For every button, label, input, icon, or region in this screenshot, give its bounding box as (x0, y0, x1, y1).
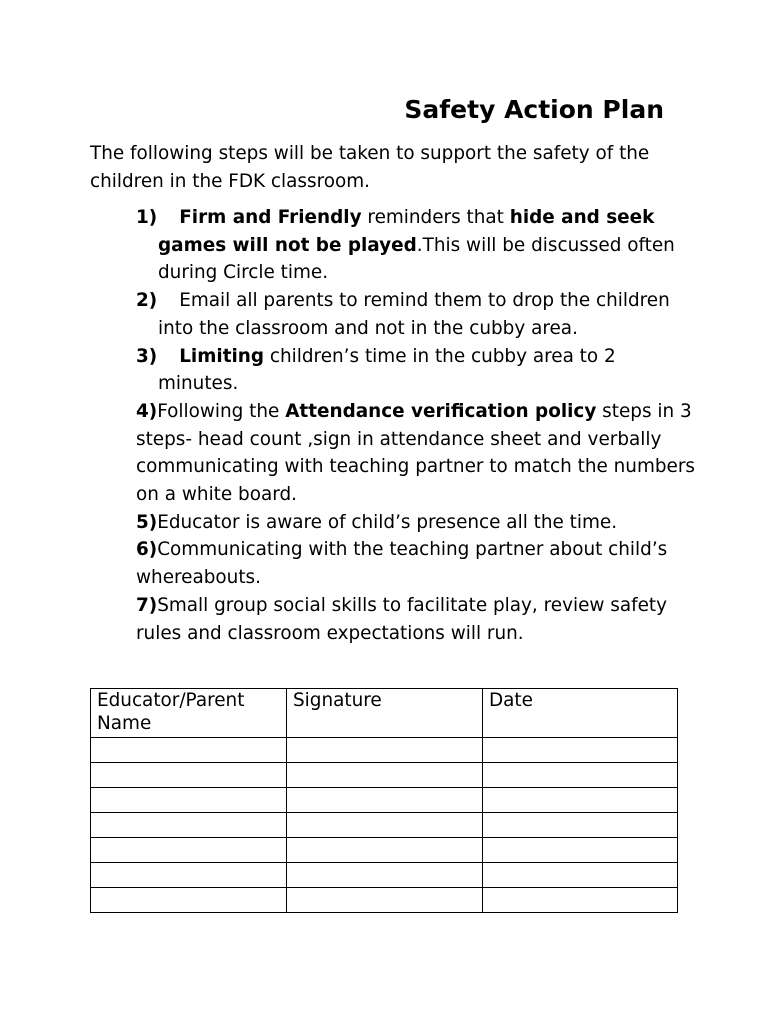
step-1 (136, 204, 696, 287)
step-text: steps in 3 steps- head count ,sign in attendance sheet and verbally communicating with teaching partner to match the numbers on a white board. (136, 400, 695, 506)
column-header-signature: Signature (287, 689, 483, 738)
date-cell[interactable] (483, 763, 678, 788)
step-text: Small group social skills to facilitate play, review safety rules and classroom expectations will run. (136, 594, 668, 644)
date-cell[interactable] (483, 788, 678, 813)
step-number: 4) (136, 400, 158, 422)
column-header-name: Educator/Parent Name (91, 689, 287, 738)
date-cell[interactable] (483, 738, 678, 763)
name-cell[interactable] (91, 813, 287, 838)
step-number: 3) (136, 345, 158, 367)
step-number: 5) (136, 511, 158, 533)
step-text: Email all parents to remind them to drop the children into the classroom and not in the cubby area. (158, 290, 670, 339)
table-row (91, 738, 678, 763)
table-header-row (91, 689, 678, 738)
name-cell[interactable] (91, 838, 287, 863)
page-title: Safety Action Plan (404, 95, 664, 124)
name-cell[interactable] (91, 763, 287, 788)
step-2 (136, 287, 696, 342)
steps-list (136, 204, 696, 647)
table-row (91, 863, 678, 888)
step-number: 1) (136, 207, 158, 228)
step-4 (136, 398, 696, 509)
column-header-date: Date (483, 689, 678, 738)
signature-cell[interactable] (287, 838, 483, 863)
step-number: 7) (136, 594, 158, 616)
name-cell[interactable] (91, 863, 287, 888)
step-emphasis: hide and seek games will not be played (158, 207, 655, 256)
date-cell[interactable] (483, 863, 678, 888)
step-text: Communicating with the teaching partner about child’s whereabouts. (136, 539, 668, 589)
step-6 (136, 536, 696, 591)
signature-table (90, 688, 678, 913)
signature-cell[interactable] (287, 813, 483, 838)
step-text: Educator is aware of child’s presence all the time. (157, 511, 618, 533)
step-5 (136, 509, 696, 537)
table-row (91, 788, 678, 813)
step-number: 2) (136, 290, 158, 312)
step-text: reminders that (361, 207, 510, 228)
table-row (91, 763, 678, 788)
signature-cell[interactable] (287, 888, 483, 913)
name-cell[interactable] (91, 738, 287, 763)
signature-cell[interactable] (287, 788, 483, 813)
step-text: children’s time in the cubby area to 2 minutes. (158, 345, 616, 395)
name-cell[interactable] (91, 788, 287, 813)
signature-cell[interactable] (287, 738, 483, 763)
signature-cell[interactable] (287, 763, 483, 788)
step-emphasis: Firm and Friendly (179, 207, 362, 228)
signature-cell[interactable] (287, 863, 483, 888)
step-text: Following the (157, 400, 286, 422)
date-cell[interactable] (483, 888, 678, 913)
date-cell[interactable] (483, 838, 678, 863)
table-row (91, 813, 678, 838)
step-3 (136, 343, 696, 398)
table-row (91, 888, 678, 913)
step-number: 6) (136, 539, 158, 561)
step-emphasis: Limiting (179, 345, 265, 367)
step-text: .This will be discussed often during Circle time. (158, 234, 675, 284)
step-emphasis: Attendance verification policy (285, 400, 597, 422)
step-7 (136, 592, 696, 647)
intro-paragraph: The following steps will be taken to support the safety of the children in the FDK classroom. (90, 143, 650, 192)
name-cell[interactable] (91, 888, 287, 913)
table-row (91, 838, 678, 863)
date-cell[interactable] (483, 813, 678, 838)
